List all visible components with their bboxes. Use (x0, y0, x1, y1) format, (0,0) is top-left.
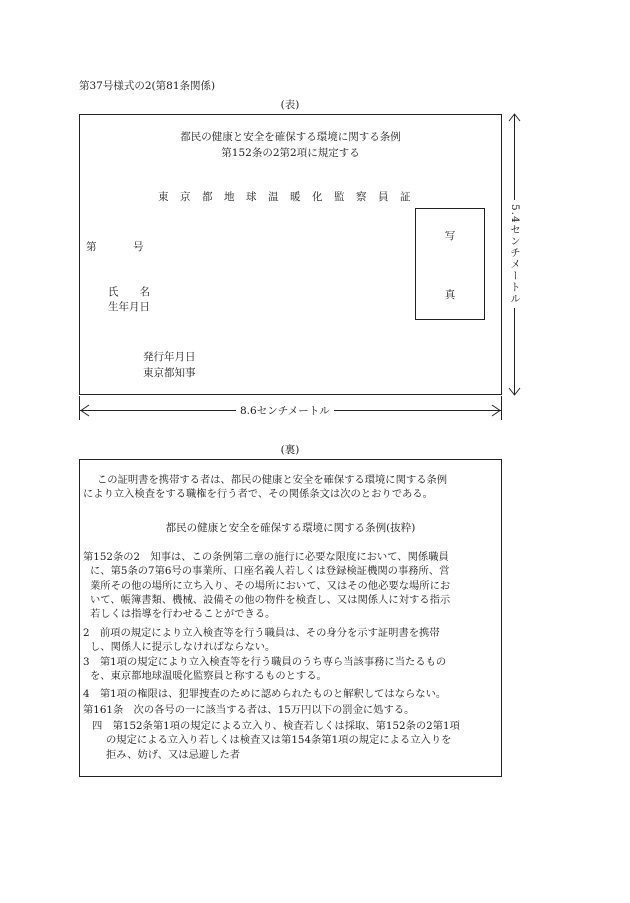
paragraph-2 (83, 626, 440, 655)
article-line: 若しくは指導を行わせることができる。 (90, 608, 276, 621)
item-line: 四 第152条第1項の規定による立入り、検査若しくは採取、第152条の2第1項 (92, 720, 460, 732)
intro-line: により立入検査をする職権を行う者で、その関係条文は次のとおりである。 (83, 488, 433, 501)
photo-label-2: 真 (444, 289, 456, 301)
issuer-label: 東京都知事 (143, 367, 196, 379)
paragraph-line: を、東京都地球温暖化監察員と称するものとする。 (90, 670, 327, 683)
number-label-suffix: 号 (133, 241, 144, 253)
article-line: 第161条 次の各号の一に該当する者は、15万円以下の罰金に処する。 (83, 704, 415, 716)
paragraph-3 (83, 655, 446, 684)
article-161 (83, 703, 414, 717)
front-side-label: (表) (280, 99, 300, 111)
intro-line: この証明書を携帯する者は、都民の健康と安全を確保する環境に関する条例 (97, 474, 448, 486)
item-line: 拒み、妨げ、又は忌避した者 (106, 748, 241, 761)
issue-date-label: 発行年月日 (143, 351, 196, 363)
excerpt-title: 都民の健康と安全を確保する環境に関する条例(抜粋) (165, 522, 416, 534)
back-side-label: (裏) (280, 444, 300, 456)
form-title: 第37号様式の2(第81条関係) (79, 80, 216, 92)
photo-label-1: 写 (444, 230, 456, 242)
paragraph-line: 4 第1項の権限は、犯罪捜査のために認められたものと解釈してはならない。 (83, 688, 447, 700)
article-line: いて、帳簿書類、機械、設備その他の物件を検査し、又は関係人に対する指示 (90, 593, 451, 606)
front-header-line1: 都民の健康と安全を確保する環境に関する条例 (180, 131, 401, 143)
width-label: 8.6センチメートル (236, 403, 334, 418)
paragraph-line: 3 第1項の規定により立入検査等を行う職員のうち専ら当該事務に当たるもの (83, 656, 447, 668)
paragraph-line: 2 前項の規定により立入検査等を行う職員は、その身分を示す証明書を携帯 (83, 627, 440, 639)
front-header-line2: 第152条の2第2項に規定する (221, 147, 360, 159)
number-label-prefix: 第 (86, 241, 97, 253)
item-4 (92, 719, 460, 762)
photo-box (415, 208, 485, 320)
certificate-title: 東 京 都 地 球 温 暖 化 監 察 員 証 (158, 191, 411, 203)
arrow-right-icon (490, 404, 502, 417)
birth-date-label: 生年月日 (108, 301, 150, 313)
paragraph-4 (83, 687, 446, 701)
name-label: 氏 名 (108, 286, 150, 298)
height-label: 5.4センチメートル (508, 200, 523, 308)
arrow-down-icon (508, 387, 521, 397)
item-line: の規定による立入り若しくは検査又は第154条第1項の規定による立入りを (106, 734, 452, 747)
article-line: に、第5条の7第6号の事業所、口座名義人若しくは登録検証機関の事務所、営 (90, 565, 450, 578)
article-152-2 (83, 550, 450, 621)
article-line: 業所その他の場所に立ち入り、その場所において、又はその他必要な場所にお (90, 579, 451, 592)
arrow-left-icon (79, 404, 91, 417)
paragraph-line: し、関係人に提示しなければならない。 (90, 641, 276, 654)
intro-paragraph (83, 473, 447, 502)
arrow-up-icon (508, 112, 521, 122)
article-line: 第152条の2 知事は、この条例第二章の施行に必要な限度において、関係職員 (83, 551, 449, 563)
